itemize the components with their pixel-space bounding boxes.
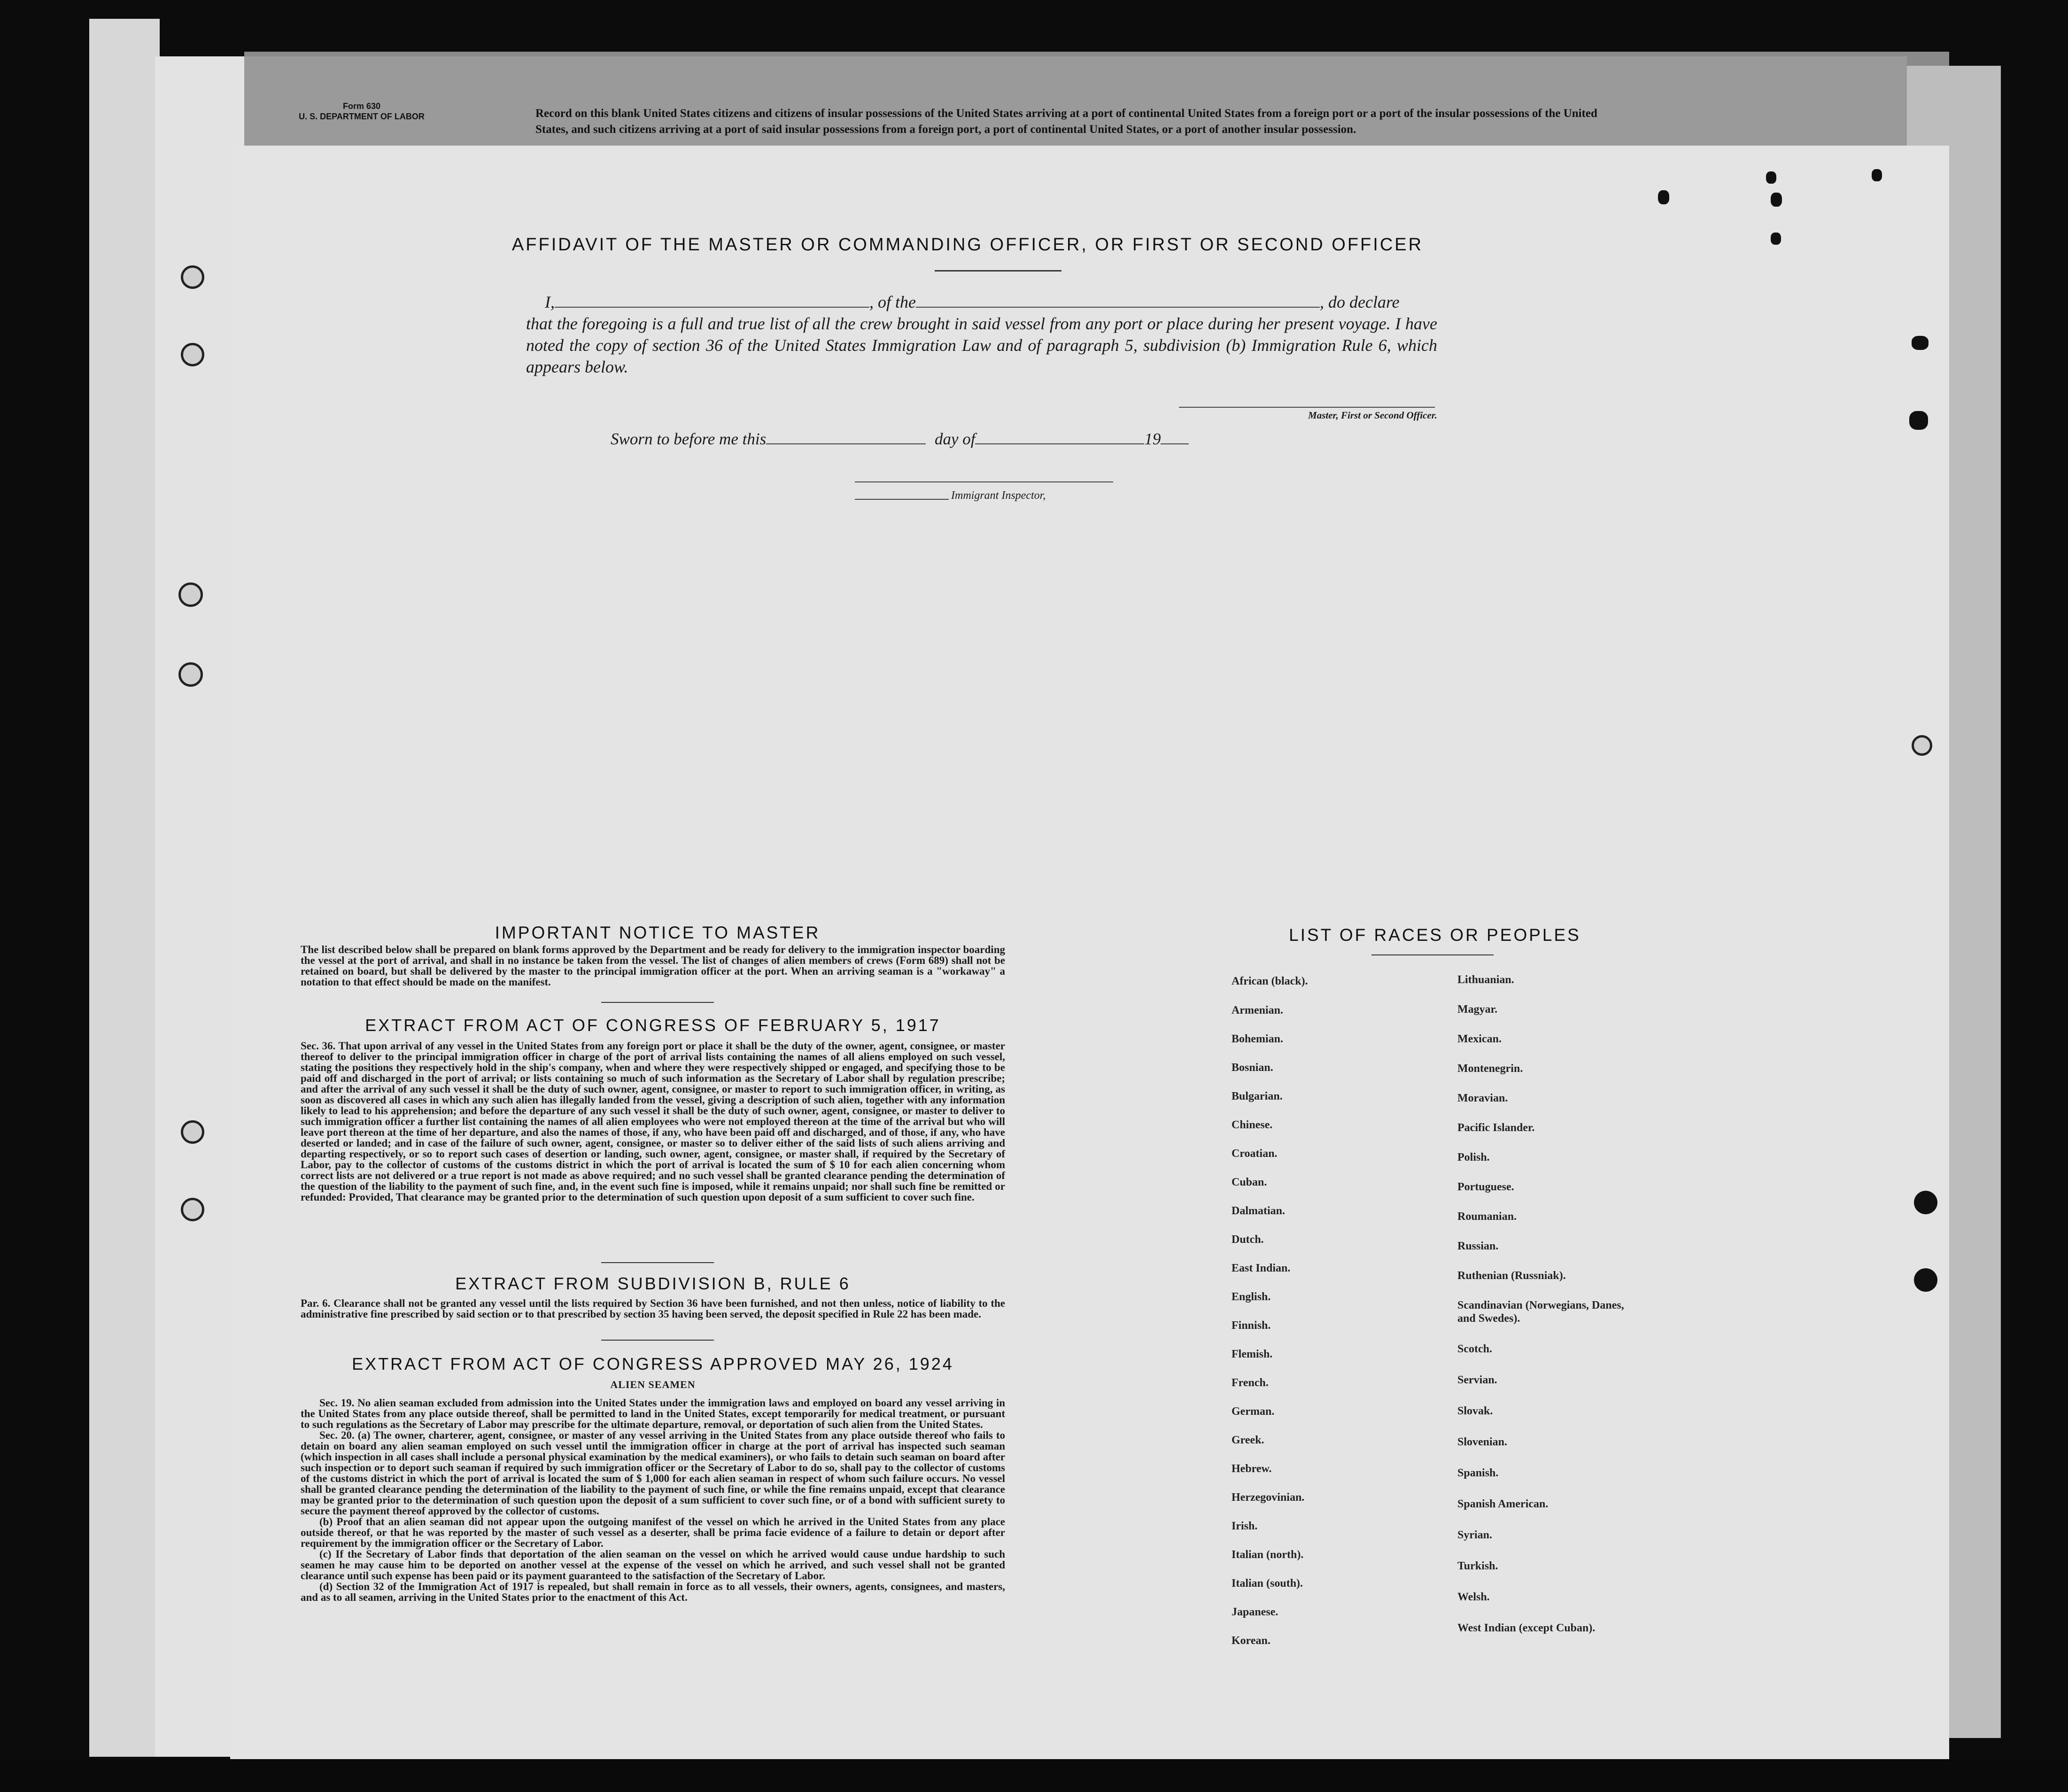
name-blank xyxy=(555,307,869,308)
race-right-9: Russian. xyxy=(1457,1240,1499,1252)
declaration xyxy=(526,291,1437,378)
extract-1924-body xyxy=(301,1397,1005,1603)
race-left-20: Italian (north). xyxy=(1232,1549,1304,1561)
punch-hole xyxy=(181,343,204,366)
affidavit-title: AFFIDAVIT OF THE MASTER OR COMMANDING OFFICER, OR FIRST OR SECOND OFFICER xyxy=(511,235,1424,255)
race-left-16: Greek. xyxy=(1232,1434,1264,1446)
punch-hole xyxy=(181,1120,204,1144)
race-left-13: Flemish. xyxy=(1232,1348,1273,1360)
decl-of-the: , of the xyxy=(869,293,916,311)
alien-seamen-subtitle: ALIEN SEAMEN xyxy=(610,1379,696,1390)
race-right-6: Polish. xyxy=(1457,1151,1490,1164)
race-left-2: Bohemian. xyxy=(1232,1033,1284,1045)
extract-rule6-divider xyxy=(601,1340,714,1341)
binding-mark xyxy=(1658,190,1669,204)
race-right-11: Scandinavian (Norwegians, Danes, and Swedes). xyxy=(1457,1299,1624,1325)
punch-hole xyxy=(178,662,203,687)
race-left-11: English. xyxy=(1232,1291,1271,1303)
race-right-5: Pacific Islander. xyxy=(1457,1122,1535,1134)
race-left-21: Italian (south). xyxy=(1232,1577,1303,1590)
extract-1924-title: EXTRACT FROM ACT OF CONGRESS APPROVED MAY 26, 1924 xyxy=(352,1354,954,1373)
decl-i: I, xyxy=(545,293,555,311)
binding-mark xyxy=(1872,169,1882,181)
race-left-10: East Indian. xyxy=(1232,1262,1291,1274)
section-20b-text: (b) Proof that an alien seaman did not appear upon the outgoing manifest of the vessel on which he arrived in the United States from any place outside thereof, or that he was reported by the master of such vessel as a deserter, shall be prima facie evidence of a failure to detain or deport after requirement by the immigration officer or the Secretary of Labor. xyxy=(301,1516,1005,1549)
race-right-20: Welsh. xyxy=(1457,1591,1490,1603)
form-number xyxy=(291,101,432,122)
race-right-4: Moravian. xyxy=(1457,1092,1508,1104)
race-left-17: Hebrew. xyxy=(1232,1463,1272,1475)
section-20d-text: (d) Section 32 of the Immigration Act of 1917 is repealed, but shall remain in force as to all vessels, their owners, agents, consignees, and masters, and as to all seamen, arriving in the United States prior to the enactment of this Act. xyxy=(301,1581,1005,1603)
vessel-blank xyxy=(916,307,1320,308)
race-right-0: Lithuanian. xyxy=(1457,974,1514,986)
binding-mark xyxy=(1771,193,1782,207)
scan-border xyxy=(0,1759,2068,1792)
race-right-19: Turkish. xyxy=(1457,1560,1498,1572)
year-blank xyxy=(1161,443,1189,444)
signature-line xyxy=(1179,407,1435,408)
section-20a-text: Sec. 20. (a) The owner, charterer, agent, consignee, or master of any vessel arriving in the United States from any place outside thereof who fails to detain on board any alien seaman employed on such vessel until the immigration officer in charge at the port of arrival has inspected such seaman (which inspection in all cases shall include a personal physical examination by the medical examiners), or who fails to detain such seaman on board after such inspection or to deport such seaman if required by such immigration officer or the Secretary of Labor to do so, shall pay to the collector of customs of the customs district in which the port of arrival is located the sum of $ 1,000 for each alien seaman in respect of whom such failure occurs. No vessel shall be granted clearance pending the determination of the liability to the payment of such fine, or while the fine remains unpaid, except that clearance may be granted prior to the determination of such question upon the deposit of a sum sufficient to cover such fine, or of a bond with sufficient surety to secure the payment thereof approved by the collector of customs. xyxy=(301,1429,1005,1517)
binding-mark xyxy=(1771,233,1781,245)
binding-mark xyxy=(1766,171,1776,184)
notice-title: IMPORTANT NOTICE TO MASTER xyxy=(495,923,821,942)
race-right-12: Scotch. xyxy=(1457,1343,1492,1355)
race-left-3: Bosnian. xyxy=(1232,1062,1273,1074)
race-left-15: German. xyxy=(1232,1405,1275,1418)
signature-caption: Master, First or Second Officer. xyxy=(1308,410,1437,421)
extract-1917-divider xyxy=(601,1262,714,1263)
race-right-15: Slovenian. xyxy=(1457,1436,1508,1448)
race-left-8: Dalmatian. xyxy=(1232,1205,1285,1217)
title-divider xyxy=(935,270,1061,272)
punch-hole xyxy=(181,1198,204,1221)
race-left-18: Herzegovinian. xyxy=(1232,1491,1305,1504)
race-left-4: Bulgarian. xyxy=(1232,1090,1283,1102)
race-right-7: Portuguese. xyxy=(1457,1181,1514,1193)
section-19-text: Sec. 19. No alien seaman excluded from admission into the United States under the immigration laws and employed on board any vessel arriving in the United States from any place outside thereof, shall be permitted to land in the United States, except temporarily for medical treatment, or pursuant to such regulations as the Secretary of Labor may prescribe for the ultimate departure, removal, or deportation of such alien from the United States. xyxy=(301,1397,1005,1430)
race-left-1: Armenian. xyxy=(1232,1004,1283,1016)
extract-rule6-title: EXTRACT FROM SUBDIVISION B, RULE 6 xyxy=(455,1274,851,1293)
day-of: day of xyxy=(934,430,976,448)
race-left-19: Irish. xyxy=(1232,1520,1258,1532)
month-blank xyxy=(975,443,1144,444)
race-right-10: Ruthenian (Russniak). xyxy=(1457,1270,1566,1282)
races-divider xyxy=(1371,954,1494,955)
race-right-14: Slovak. xyxy=(1457,1405,1493,1417)
sworn-line xyxy=(611,430,1268,449)
declaration-text: that the foregoing is a full and true list of all the crew brought in said vessel from any port or place during her present voyage. I have noted the copy of section 36 of the United States Immigration Law and of paragraph 5, subdivision (b) Immigration Rule 6, which appears below. xyxy=(526,314,1437,376)
section-36-text: Sec. 36. That upon arrival of any vessel in the United States from any foreign port or place it shall be the duty of the owner, agent, consignee, or master thereof to deliver to the principal immigration officer in charge of the port of arrival lists containing the names of all aliens employed on such vessel, stating the positions they respectively hold in the ship's company, when and where they were respectively shipped or engaged, and specifying those to be paid off and discharged in the port of arrival; or lists containing so much of such information as the Secretary of Labor shall by regulation prescribe; and after the arrival of any such vessel it shall be the duty of such owner, agent, consignee, or master to report to such immigration officer, in writing, as soon as discovered all cases in which any such alien has illegally landed from the vessel, giving a description of such alien, together with any information likely to lead to his apprehension; and before the departure of any such vessel it shall be the duty of such owner, agent, consignee, or master to deliver to such immigration officer a further list containing the names of all alien employees who were not employed thereon at the time of the arrival but who will leave port thereon at the time of her departure, and also the names of those, if any, who have been paid off and discharged, and of those, if any, who have deserted or landed; and in case of the failure of such owner, agent, consignee, or master so to deliver either of the said lists of such aliens arriving and departing respectively, or so to report such cases of desertion or landing, such owner, agent, consignee, or master shall, if required by the Secretary of Labor, pay to the collector of customs of the customs district in which the port of arrival is located the sum of $ 10 for each alien concerning whom correct lists are not delivered or a true report is not made as above required; and no such vessel shall be granted clearance pending the determination of the question of the liability to the payment of such fine, and, in the event such fine is imposed, while it remains unpaid; nor shall such fine be remitted or refunded: Provided, That clearance may be granted prior to the determination of such question upon deposit of a sum sufficient to cover such fine. xyxy=(301,1040,1005,1203)
punch-hole xyxy=(1912,735,1932,756)
race-left-23: Korean. xyxy=(1232,1635,1270,1647)
race-right-16: Spanish. xyxy=(1457,1467,1499,1479)
race-left-6: Croatian. xyxy=(1232,1148,1278,1160)
binding-mark xyxy=(1912,336,1929,350)
binding-mark xyxy=(1909,411,1928,430)
race-right-13: Servian. xyxy=(1457,1374,1497,1386)
department-text: U. S. DEPARTMENT OF LABOR xyxy=(299,112,425,121)
race-right-2: Mexican. xyxy=(1457,1033,1502,1045)
race-right-3: Montenegrin. xyxy=(1457,1063,1523,1075)
year-prefix: 19 xyxy=(1144,430,1161,448)
races-title: LIST OF RACES OR PEOPLES xyxy=(1289,925,1581,945)
race-right-21: West Indian (except Cuban). xyxy=(1457,1622,1596,1634)
race-left-5: Chinese. xyxy=(1232,1119,1273,1131)
race-right-17: Spanish American. xyxy=(1457,1498,1549,1510)
punch-hole xyxy=(1914,1191,1937,1214)
declaration-first-line xyxy=(526,291,1437,313)
inspector-signature-line xyxy=(855,481,1113,482)
notice-text: The list described below shall be prepared on blank forms approved by the Department and be ready for delivery to the immigration inspector boarding the vessel at the port of arrival, and shall in no instance be taken from the vessel. The list of changes of alien members of crews (Form 689) shall not be retained on board, but shall be delivered by the master to the principal immigration officer at the port. When an arriving seaman is a "workaway" a notation to that effect should be made on the manifest. xyxy=(301,944,1005,988)
sworn-before: Sworn to before me this xyxy=(611,430,767,448)
extract-1917-title: EXTRACT FROM ACT OF CONGRESS OF FEBRUARY 5, 1917 xyxy=(365,1016,941,1035)
race-left-9: Dutch. xyxy=(1232,1233,1264,1246)
race-right-18: Syrian. xyxy=(1457,1529,1493,1541)
race-left-14: French. xyxy=(1232,1377,1269,1389)
race-left-12: Finnish. xyxy=(1232,1319,1271,1332)
race-right-8: Roumanian. xyxy=(1457,1210,1517,1223)
race-right-1: Magyar. xyxy=(1457,1003,1498,1016)
punch-hole xyxy=(181,265,204,289)
race-left-22: Japanese. xyxy=(1232,1606,1278,1618)
punch-hole xyxy=(1914,1268,1937,1292)
section-20c-text: (c) If the Secretary of Labor finds that deportation of the alien seaman on the vessel on which he arrived would cause undue hardship to such seamen he may cause him to be deported on another vessel at the expense of the vessel on which he arrived, and such vessel shall not be granted clearance until such expense has been paid or its payment guaranteed to the satisfaction of the Secretary of Labor. xyxy=(301,1548,1005,1582)
decl-do-declare: , do declare xyxy=(1319,293,1400,311)
binder-edge xyxy=(89,19,160,1757)
race-left-7: Cuban. xyxy=(1232,1176,1267,1188)
inspector-line xyxy=(855,499,949,500)
paragraph-6-text: Par. 6. Clearance shall not be granted any vessel until the lists required by Section 36 have been furnished, and not then unless, notice of liability to the administrative fine prescribed by said section or to that prescribed by section 35 having been served, the deposit specified in Rule 22 has been made. xyxy=(301,1297,1005,1320)
punch-hole xyxy=(178,582,203,607)
day-blank xyxy=(766,443,926,444)
race-left-0: African (black). xyxy=(1232,975,1308,987)
record-instructions: Record on this blank United States citizens and citizens of insular possessions of the United States arriving at a port of continental United States from a foreign port or a port of the insular possessions of the United States, and such citizens arriving at a port of said insular possessions from a foreign port, a port of continental United States, or a port of another insular possession. xyxy=(535,107,1597,136)
notice-divider xyxy=(601,1002,714,1003)
form-number-text: Form 630 xyxy=(342,101,381,111)
inspector-caption: Immigrant Inspector, xyxy=(951,489,1046,502)
